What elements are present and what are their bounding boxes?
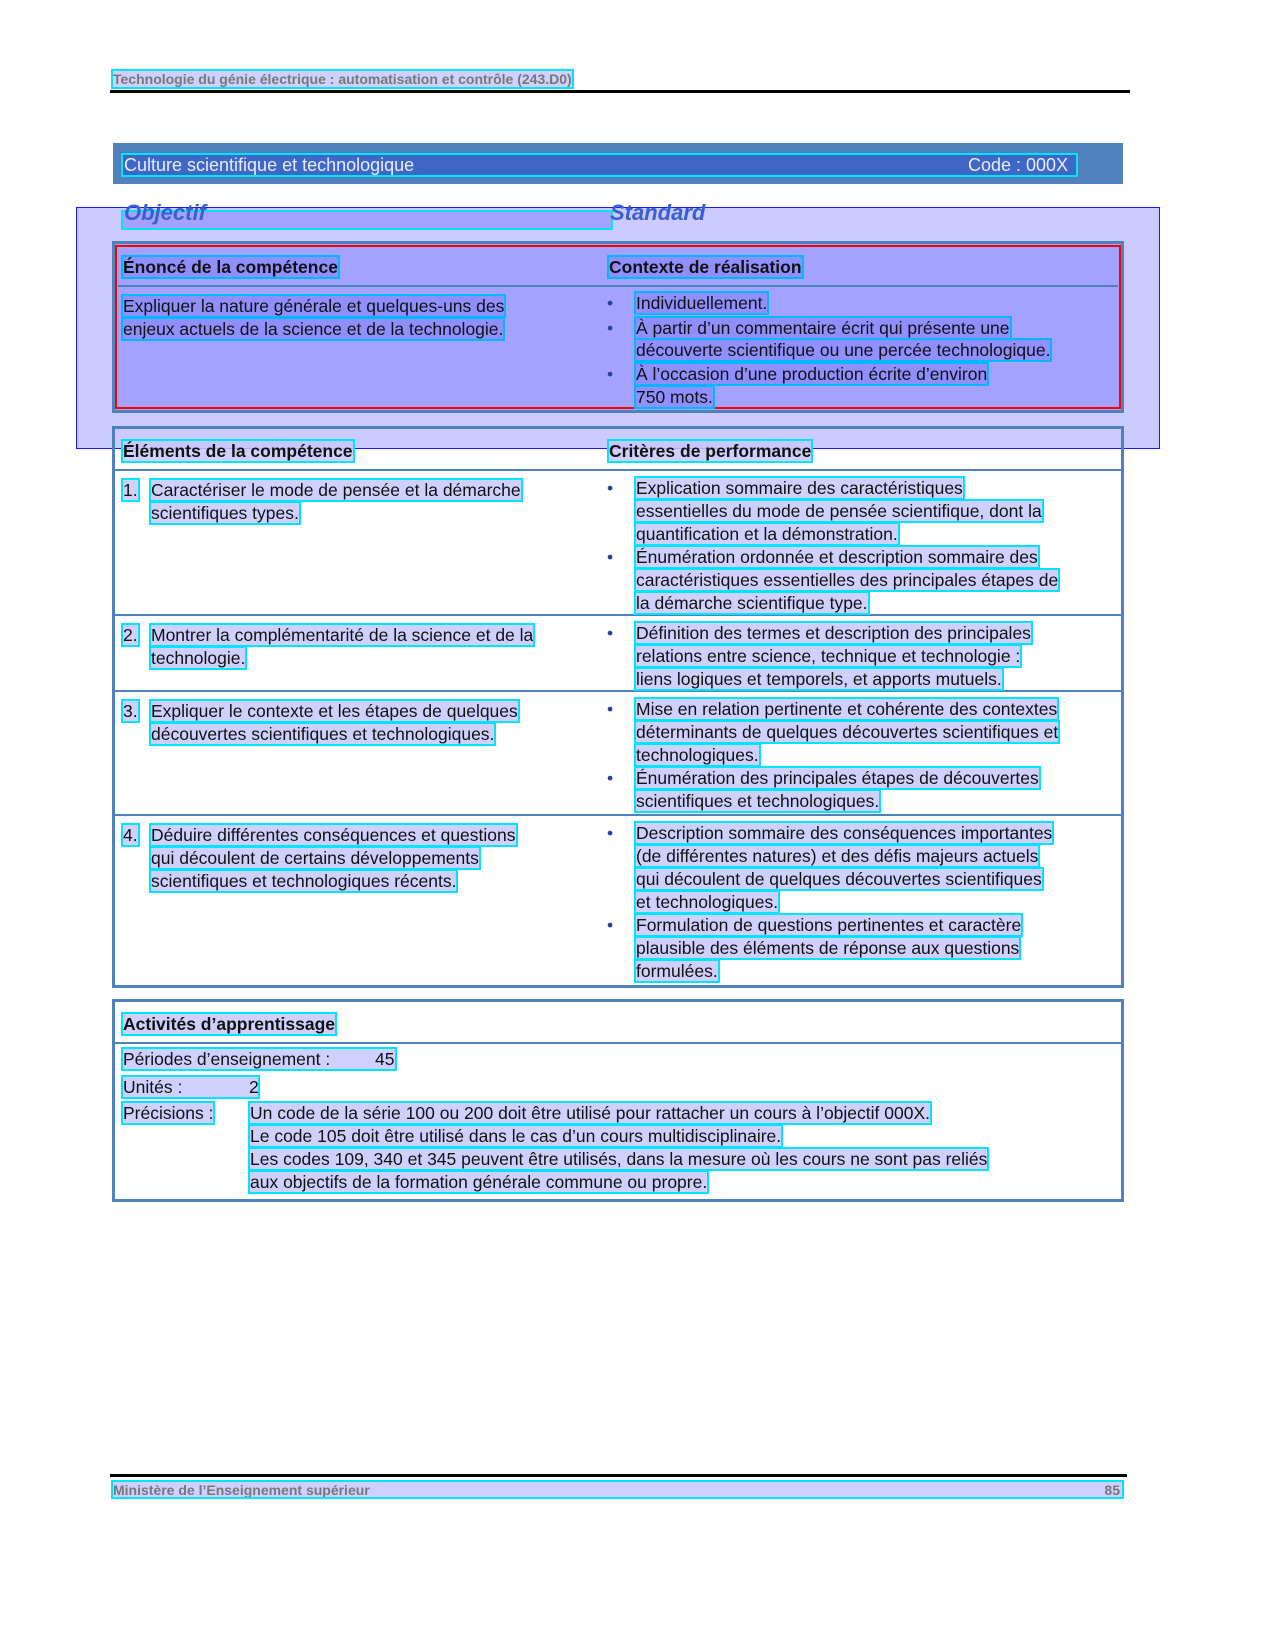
criterion-line: formulées. (636, 961, 718, 981)
criterion-line: Énumération des principales étapes de découvertes (636, 768, 1039, 788)
element-number: 1. (123, 480, 138, 500)
enonce-heading: Énoncé de la compétence (123, 257, 338, 277)
precisions-label: Précisions : (123, 1103, 214, 1123)
element-line: Montrer la complémentarité de la science et de la (151, 625, 534, 645)
bullet-icon: • (607, 915, 614, 935)
criterion-line: caractéristiques essentielles des principales étapes de (636, 570, 1059, 590)
criteria-heading: Critères de performance (609, 441, 812, 461)
element-line: technologie. (151, 648, 246, 668)
criterion-line: Mise en relation pertinente et cohérente des contextes (636, 699, 1058, 719)
criterion-line: essentielles du mode de pensée scientifique, dont la (636, 501, 1042, 521)
precision-line: Un code de la série 100 ou 200 doit être utilisé pour rattacher un cours à l’objectif 000X. (250, 1103, 930, 1123)
element-line: qui découlent de certains développements (151, 848, 479, 868)
element-number: 3. (123, 701, 138, 721)
bullet-icon: • (607, 547, 614, 567)
precision-line: Les codes 109, 340 et 345 peuvent être utilisés, dans la mesure où les cours ne sont pas reliés (250, 1149, 988, 1169)
element-line: scientifiques types. (151, 503, 299, 523)
standard-label: Standard (610, 200, 706, 225)
running-header: Technologie du génie électrique : automatisation et contrôle (243.D0) (113, 71, 572, 87)
enonce-line: Expliquer la nature générale et quelques-uns des (123, 296, 505, 316)
document-page: Technologie du génie électrique : automatisation et contrôle (243.D0) Culture scientifique et technologique Code : 000X Objectif Standard Énoncé de la compétence Contexte de réalisation Expliquer la nature générale et quelques-uns des enjeux actuels de la science et de la technologie. • Individuellement. • À partir d’un commentaire écrit qui présente une découverte scientifique ou une percée technologique. • À l’occasion d’une production écrite d’environ 750 mots. Éléments de la compétence Critères de performance 1. Caractériser le mode de pensée et la démarche scientifiques types. • Explication sommaire des caractéristiques essentielles du mode de pensée scientifique, dont la quantification et la démonstration. • Énumération ordonnée et description sommaire des caractéristiques essentielles des principales étapes de la démarche scientifique type. 2. Montrer la complémentarité de la science et de la technologie. • Définition des termes et description des principales relations entre science, technique et technologie : liens logiques et temporels, et apports mutuels. 3. Expliquer le contexte et les étapes de quelques découvertes scientifiques et technologiques. • Mise en relation pertinente et cohérente des contextes déterminants de quelques découvertes scientifiques et technologiques. • Énumération des principales étapes de découvertes scientifiques et technologiques. 4. Déduire différentes conséquences et questions qui découlent de certains développements scientifiques et technologiques récents. • Description sommaire des conséquences importantes (de différentes natures) et des défis majeurs actuels qui découlent de quelques découvertes scientifiques et technologiques. • Formulation de questions pertinentes et caractère plausible des éléments de réponse aux questions formulées. Activités d’apprentissage Périodes d’enseignement : 45 Unités : 2 Précisions : Un code de la série 100 ou 200 doit être utilisé pour rattacher un cours à l’objectif 000X. Le code 105 doit être utilisé dans le cas d’un cours multidisciplinaire. Les codes 109, 340 et 345 peuvent être utilisés, dans la mesure où les cours ne sont pas reliés aux objectifs de la formation générale commune ou propre. Ministère de l’Enseignement supérieur 85 (0, 0, 1275, 1651)
course-title: Culture scientifique et technologique (124, 155, 415, 175)
criterion-line: quantification et la démonstration. (636, 524, 898, 544)
criterion-line: et technologiques. (636, 892, 779, 912)
element-line: Caractériser le mode de pensée et la démarche (151, 480, 521, 500)
criterion-line: plausible des éléments de réponse aux questions (636, 938, 1020, 958)
criterion-line: qui découlent de quelques découvertes scientifiques (636, 869, 1042, 889)
element-number: 4. (123, 825, 138, 845)
bullet-icon: • (607, 478, 614, 498)
criterion-line: (de différentes natures) et des défis majeurs actuels (636, 846, 1039, 866)
criterion-line: déterminants de quelques découvertes scientifiques et (636, 722, 1059, 742)
contexte-item: À partir d’un commentaire écrit qui présente une (636, 318, 1010, 338)
bullet-icon: • (607, 823, 614, 843)
criterion-line: Formulation de questions pertinentes et caractère (636, 915, 1022, 935)
element-number: 2. (123, 625, 138, 645)
periodes-row: Périodes d’enseignement : 45 (123, 1049, 395, 1069)
criterion-line: Explication sommaire des caractéristiques (636, 478, 963, 498)
criterion-line: technologiques. (636, 745, 759, 765)
criterion-line: scientifiques et technologiques. (636, 791, 880, 811)
element-line: découvertes scientifiques et technologiques. (151, 724, 495, 744)
criterion-line: Définition des termes et description des principales (636, 623, 1031, 643)
criterion-line: liens logiques et temporels, et apports mutuels. (636, 669, 1002, 689)
unites-row: Unités : 2 (123, 1077, 259, 1097)
criterion-line: la démarche scientifique type. (636, 593, 868, 613)
element-line: scientifiques et technologiques récents. (151, 871, 457, 891)
precision-line: aux objectifs de la formation générale commune ou propre. (250, 1172, 708, 1192)
contexte-item: Individuellement. (636, 293, 768, 313)
bullet-icon: • (607, 699, 614, 719)
criterion-line: Énumération ordonnée et description sommaire des (636, 547, 1038, 567)
objectif-label: Objectif (124, 200, 206, 225)
precision-line: Le code 105 doit être utilisé dans le cas d’un cours multidisciplinaire. (250, 1126, 782, 1146)
contexte-heading: Contexte de réalisation (609, 257, 802, 277)
criterion-line: relations entre science, technique et technologie : (636, 646, 1021, 666)
element-line: Déduire différentes conséquences et questions (151, 825, 516, 845)
contexte-item: 750 mots. (636, 387, 713, 407)
footer-rule (110, 1474, 1127, 1477)
course-code: Code : 000X (968, 155, 1069, 175)
element-line: Expliquer le contexte et les étapes de quelques (151, 701, 518, 721)
contexte-item: À l’occasion d’une production écrite d’environ (636, 364, 988, 384)
contexte-item: découverte scientifique ou une percée technologique. (636, 340, 1051, 360)
footer: Ministère de l’Enseignement supérieur 85 (113, 1482, 1120, 1498)
bullet-icon: • (607, 623, 614, 643)
criterion-line: Description sommaire des conséquences importantes (636, 823, 1053, 843)
elements-heading: Éléments de la compétence (123, 441, 353, 461)
header-rule (110, 90, 1130, 93)
activites-heading: Activités d’apprentissage (123, 1014, 336, 1034)
enonce-line: enjeux actuels de la science et de la technologie. (123, 319, 504, 339)
bullet-icon: • (607, 768, 614, 788)
